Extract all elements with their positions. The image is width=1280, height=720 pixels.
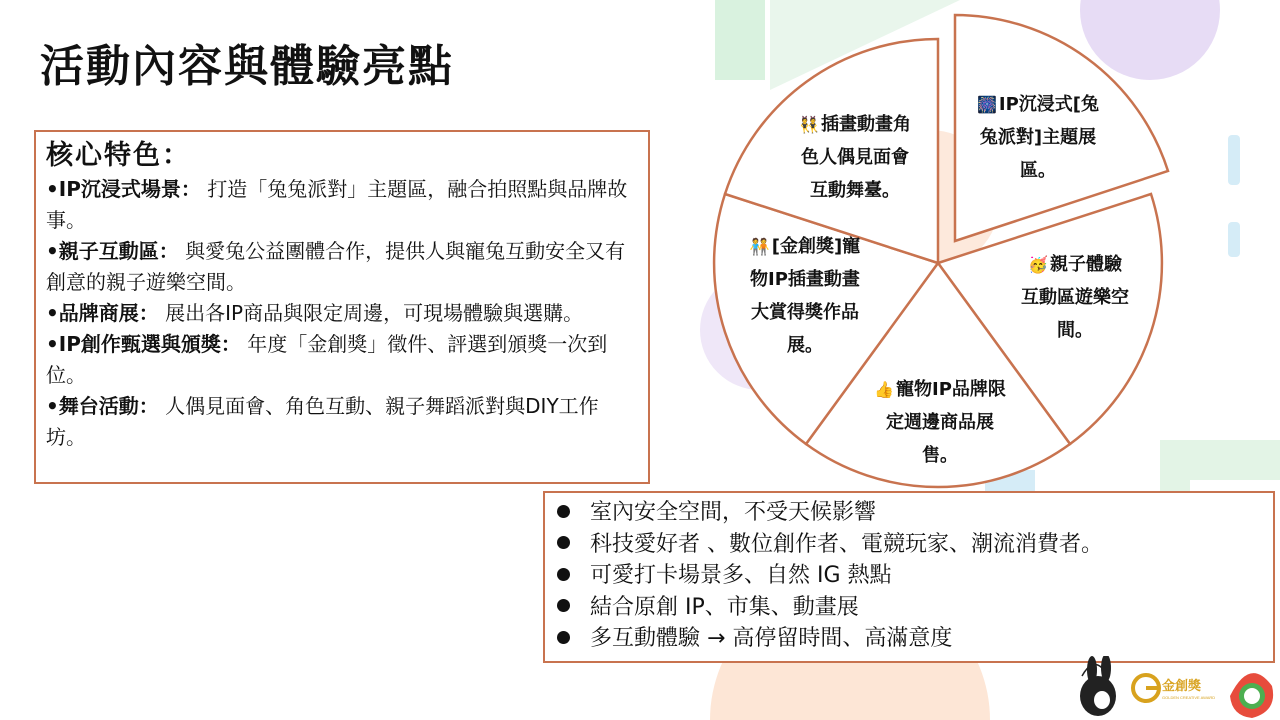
pie-label-line: 互動舞臺。 bbox=[810, 180, 900, 201]
core-features-box bbox=[34, 130, 650, 484]
cartoon-mascot-logo bbox=[1230, 673, 1273, 718]
feature-desc: 年度「金創獎」徵件、評選到頒獎一次到位。 bbox=[46, 332, 608, 387]
bullet-icon bbox=[557, 631, 570, 644]
feature-name: •IP沉浸式場景： bbox=[46, 177, 201, 201]
golden-award-logo bbox=[1133, 675, 1215, 701]
fireworks-icon: 🎆 bbox=[976, 95, 997, 114]
bullet-icon bbox=[557, 568, 570, 581]
highlight-text: 可愛打卡場景多、自然 IG 熱點 bbox=[590, 563, 892, 588]
pie-label-line bbox=[958, 88, 1118, 121]
list-item bbox=[557, 529, 1273, 561]
feature-item bbox=[46, 298, 638, 329]
feature-name: •品牌商展： bbox=[46, 301, 159, 325]
bullet-icon bbox=[557, 599, 570, 612]
pie-label-line bbox=[1000, 248, 1150, 281]
core-features-heading: 核心特色： bbox=[46, 140, 191, 171]
list-item bbox=[557, 623, 1273, 655]
pie-label-award bbox=[730, 230, 880, 362]
pie-label-line bbox=[730, 230, 880, 263]
highlights-box bbox=[543, 491, 1275, 663]
pie-label-stage bbox=[780, 108, 930, 207]
pie-text: [金創獎]寵 bbox=[771, 236, 861, 257]
pie-label-line: 兔派對]主題展 bbox=[979, 127, 1097, 148]
bullet-icon bbox=[557, 536, 570, 549]
pie-label-merch bbox=[860, 373, 1020, 472]
feature-desc: 人偶見面會、角色互動、親子舞蹈派對與DIY工作坊。 bbox=[46, 394, 599, 449]
pie-text: 插畫動畫角 bbox=[820, 114, 911, 135]
award-logo-subtext: GOLDEN CREATIVE AWARD bbox=[1162, 695, 1216, 700]
pie-label-line: 間。 bbox=[1057, 320, 1093, 341]
list-item bbox=[557, 560, 1273, 592]
page-title: 活動內容與體驗亮點 bbox=[40, 41, 454, 92]
feature-item bbox=[46, 174, 638, 236]
highlight-text: 結合原創 IP、市集、動畫展 bbox=[590, 594, 859, 620]
pie-label-line: 售。 bbox=[922, 445, 958, 466]
rabbit-logo bbox=[1080, 656, 1116, 716]
party-face-icon: 🥳 bbox=[1028, 255, 1048, 274]
pie-label-line: 區。 bbox=[1020, 160, 1056, 181]
thumbs-up-icon: 👍 bbox=[874, 380, 895, 399]
feature-desc: 打造「兔兔派對」主題區，融合拍照點與品牌故事。 bbox=[46, 177, 628, 232]
pie-text: IP沉浸式[兔 bbox=[998, 94, 1100, 115]
feature-name: •親子互動區： bbox=[46, 239, 179, 263]
feature-item bbox=[46, 391, 638, 453]
pie-label-line: 定週邊商品展 bbox=[886, 412, 994, 433]
pie-label-line: 大賞得獎作品 bbox=[751, 302, 859, 323]
highlight-text: 室內安全空間，不受天候影響 bbox=[590, 500, 877, 525]
feature-desc: 展出各IP商品與限定周邊，可現場體驗與選購。 bbox=[158, 301, 584, 325]
highlight-text: 多互動體驗 → 高停留時間、高滿意度 bbox=[590, 626, 953, 651]
list-item bbox=[557, 592, 1273, 624]
highlight-text: 科技愛好者 、數位創作者、電競玩家、潮流消費者。 bbox=[590, 531, 1103, 557]
feature-item bbox=[46, 236, 638, 298]
pie-label-family bbox=[1000, 248, 1150, 347]
pie-label-line: 互動區遊樂空 bbox=[1021, 287, 1129, 308]
pie-label-line: 色人偶見面會 bbox=[801, 147, 909, 168]
pie-label-line: 展。 bbox=[787, 335, 823, 356]
list-item bbox=[557, 497, 1273, 529]
pie-label-ip-immersive bbox=[958, 88, 1118, 187]
sponsor-logos bbox=[1072, 656, 1280, 720]
pie-label-line bbox=[780, 108, 930, 141]
feature-name: •IP創作甄選與頒獎： bbox=[46, 332, 241, 356]
pie-text: 親子體驗 bbox=[1049, 254, 1122, 275]
feature-desc: 與愛兔公益團體合作，提供人與寵兔互動安全又有創意的親子遊樂空間。 bbox=[46, 239, 626, 294]
pie-diagram bbox=[700, 8, 1200, 498]
pie-label-line bbox=[860, 373, 1020, 406]
people-group-icon: 🧑‍🤝‍🧑 bbox=[749, 237, 770, 256]
bullet-icon bbox=[557, 505, 570, 518]
pie-label-line: 物IP插畫動畫 bbox=[750, 269, 860, 290]
pie-text: 寵物IP品牌限 bbox=[896, 379, 1006, 400]
feature-name: •舞台活動： bbox=[46, 394, 159, 418]
feature-item bbox=[46, 329, 638, 391]
award-logo-text: 金創獎 bbox=[1162, 678, 1202, 693]
dancers-icon: 👯 bbox=[799, 115, 819, 134]
